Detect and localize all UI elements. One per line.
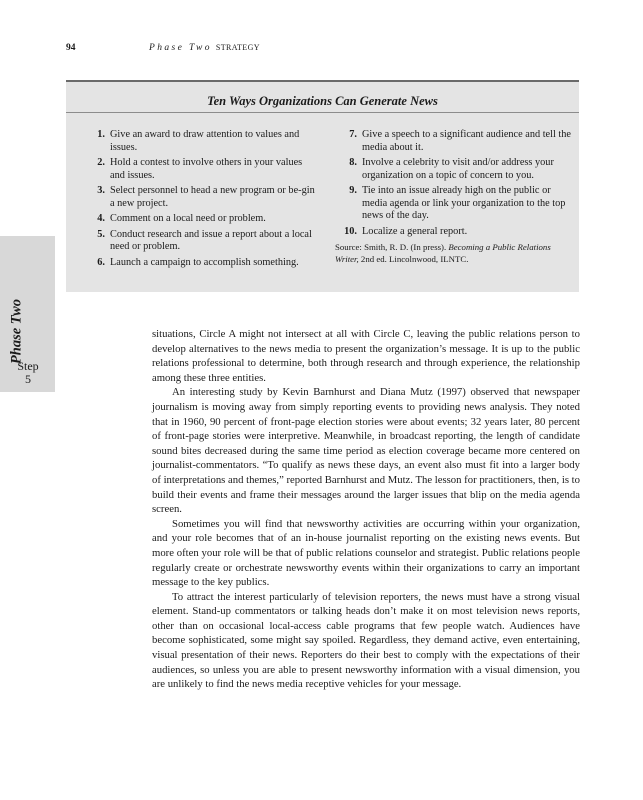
paragraph: To attract the interest particularly of television reporters, the news must have a strong visual element. Stand-up commentators or talking heads don’t make it on most television news reports, other than on occasional local-access cable programs that few people watch. Audiences have become sophisticated, some might say spoiled. Regardless, they demand active, even entertaining, visual presentation of their news. Reporters do their best to comply with the expectations of their audiences, so unless you are able to present newsworthy information with a visual dimension, you are unlikely to find the news media receptive vehicles for your message.: [152, 590, 580, 691]
list-item-text: Launch a campaign to accomplish something.: [110, 256, 299, 268]
list-item-number: 3.: [97, 185, 105, 196]
paragraph: Sometimes you will find that newsworthy activities are occurring within your organization, and your role becomes that of an in-house journalist reporting on the existing news events. But more often your role will be that of public relations counselor and strategist. Public relations people regularly create or orchestrate newsworthy events within their organizations to carry an important message to the key publics.: [152, 517, 580, 589]
page-number: 94: [66, 43, 76, 53]
list-item-text: Give an award to draw attention to values and issues.: [110, 129, 300, 153]
source-prefix: Source: Smith, R. D. (In press).: [335, 242, 449, 252]
list-item-number: 1.: [97, 129, 105, 140]
list-item: [84, 157, 316, 182]
box-divider: [66, 112, 579, 113]
list-item: [84, 229, 316, 254]
source-suffix: 2nd ed. Lincolnwood, ILNTC.: [358, 253, 469, 264]
list-item: [84, 185, 316, 210]
running-title-phase: Phase Two: [149, 43, 212, 53]
box-source-citation: [335, 242, 575, 265]
list-item-text: Give a speech to a significant audience and tell the media about it.: [362, 129, 571, 153]
list-item-number: 10.: [344, 225, 357, 237]
list-item-text: Localize a general report.: [362, 225, 468, 237]
list-item: [329, 185, 575, 223]
list-item-text: Involve a celebrity to visit and/or address your organization on a topic of concern to you.: [362, 157, 554, 181]
list-item-number: 7.: [349, 129, 357, 140]
list-item-text: Comment on a local need or problem.: [110, 213, 266, 224]
side-tab-step-label: Step: [17, 359, 39, 373]
list-item-text: Tie into an issue already high on the public or media agenda or link your organization to the top news of the day.: [362, 185, 566, 221]
list-item-number: 4.: [97, 213, 105, 224]
box-title: Ten Ways Organizations Can Generate News: [207, 94, 438, 108]
sidebar-box: [66, 80, 579, 292]
side-tab-step-number: 5: [25, 372, 31, 386]
list-item: [84, 257, 316, 270]
list-item-text: Conduct research and issue a report about a local need or problem.: [110, 228, 312, 252]
paragraph: situations, Circle A might not intersect at all with Circle C, leaving the public relations person to develop alternatives to the news media to present the organization’s message. It is up to the public relations professional to determine, both through research and through experience, the relationship among these three entities.: [152, 328, 580, 384]
source-book-title: Becoming a Public Relations Writer,: [335, 242, 551, 264]
list-item-number: 6.: [97, 256, 105, 268]
list-item-text: Hold a contest to involve others in your values and issues.: [110, 157, 303, 181]
list-item: [329, 129, 575, 154]
list-item: [84, 129, 316, 154]
list-item: [84, 213, 316, 226]
box-list-right: [329, 129, 575, 265]
list-item-text: Select personnel to head a new program or be-gin a new project.: [110, 185, 315, 209]
running-title: [149, 43, 260, 53]
paragraph: An interesting study by Kevin Barnhurst and Diana Mutz (1997) observed that newspaper journalism is moving away from simply reporting events to providing news analysis. They noted that in 1960, 90 percent of front-page election stories were about events; 32 years later, 80 percent of front-page stories were interpretive. Meanwhile, in broadcast reporting, the length of candidate sound bites decreased during the same time period as election coverage became more centered on journalist-commentators. “To qualify as news these days, an event also must fit into a larger body of interpretations and themes,” reported Barnhurst and Mutz. The lesson for practitioners, then, is to build their events and frame their messages around the larger issues that blip on the media agenda screen.: [152, 386, 580, 516]
list-item: [329, 226, 575, 239]
body-text: [152, 327, 580, 692]
list-item: [329, 157, 575, 182]
running-title-section: STRATEGY: [215, 43, 260, 52]
side-tab-phase-label: Phase Two: [8, 298, 25, 365]
list-item-number: 5.: [97, 228, 105, 240]
side-tab-step: [8, 360, 48, 386]
list-item-number: 2.: [97, 157, 105, 168]
box-list-left: [84, 129, 316, 272]
list-item-number: 9.: [349, 185, 357, 196]
list-item-number: 8.: [349, 157, 357, 168]
